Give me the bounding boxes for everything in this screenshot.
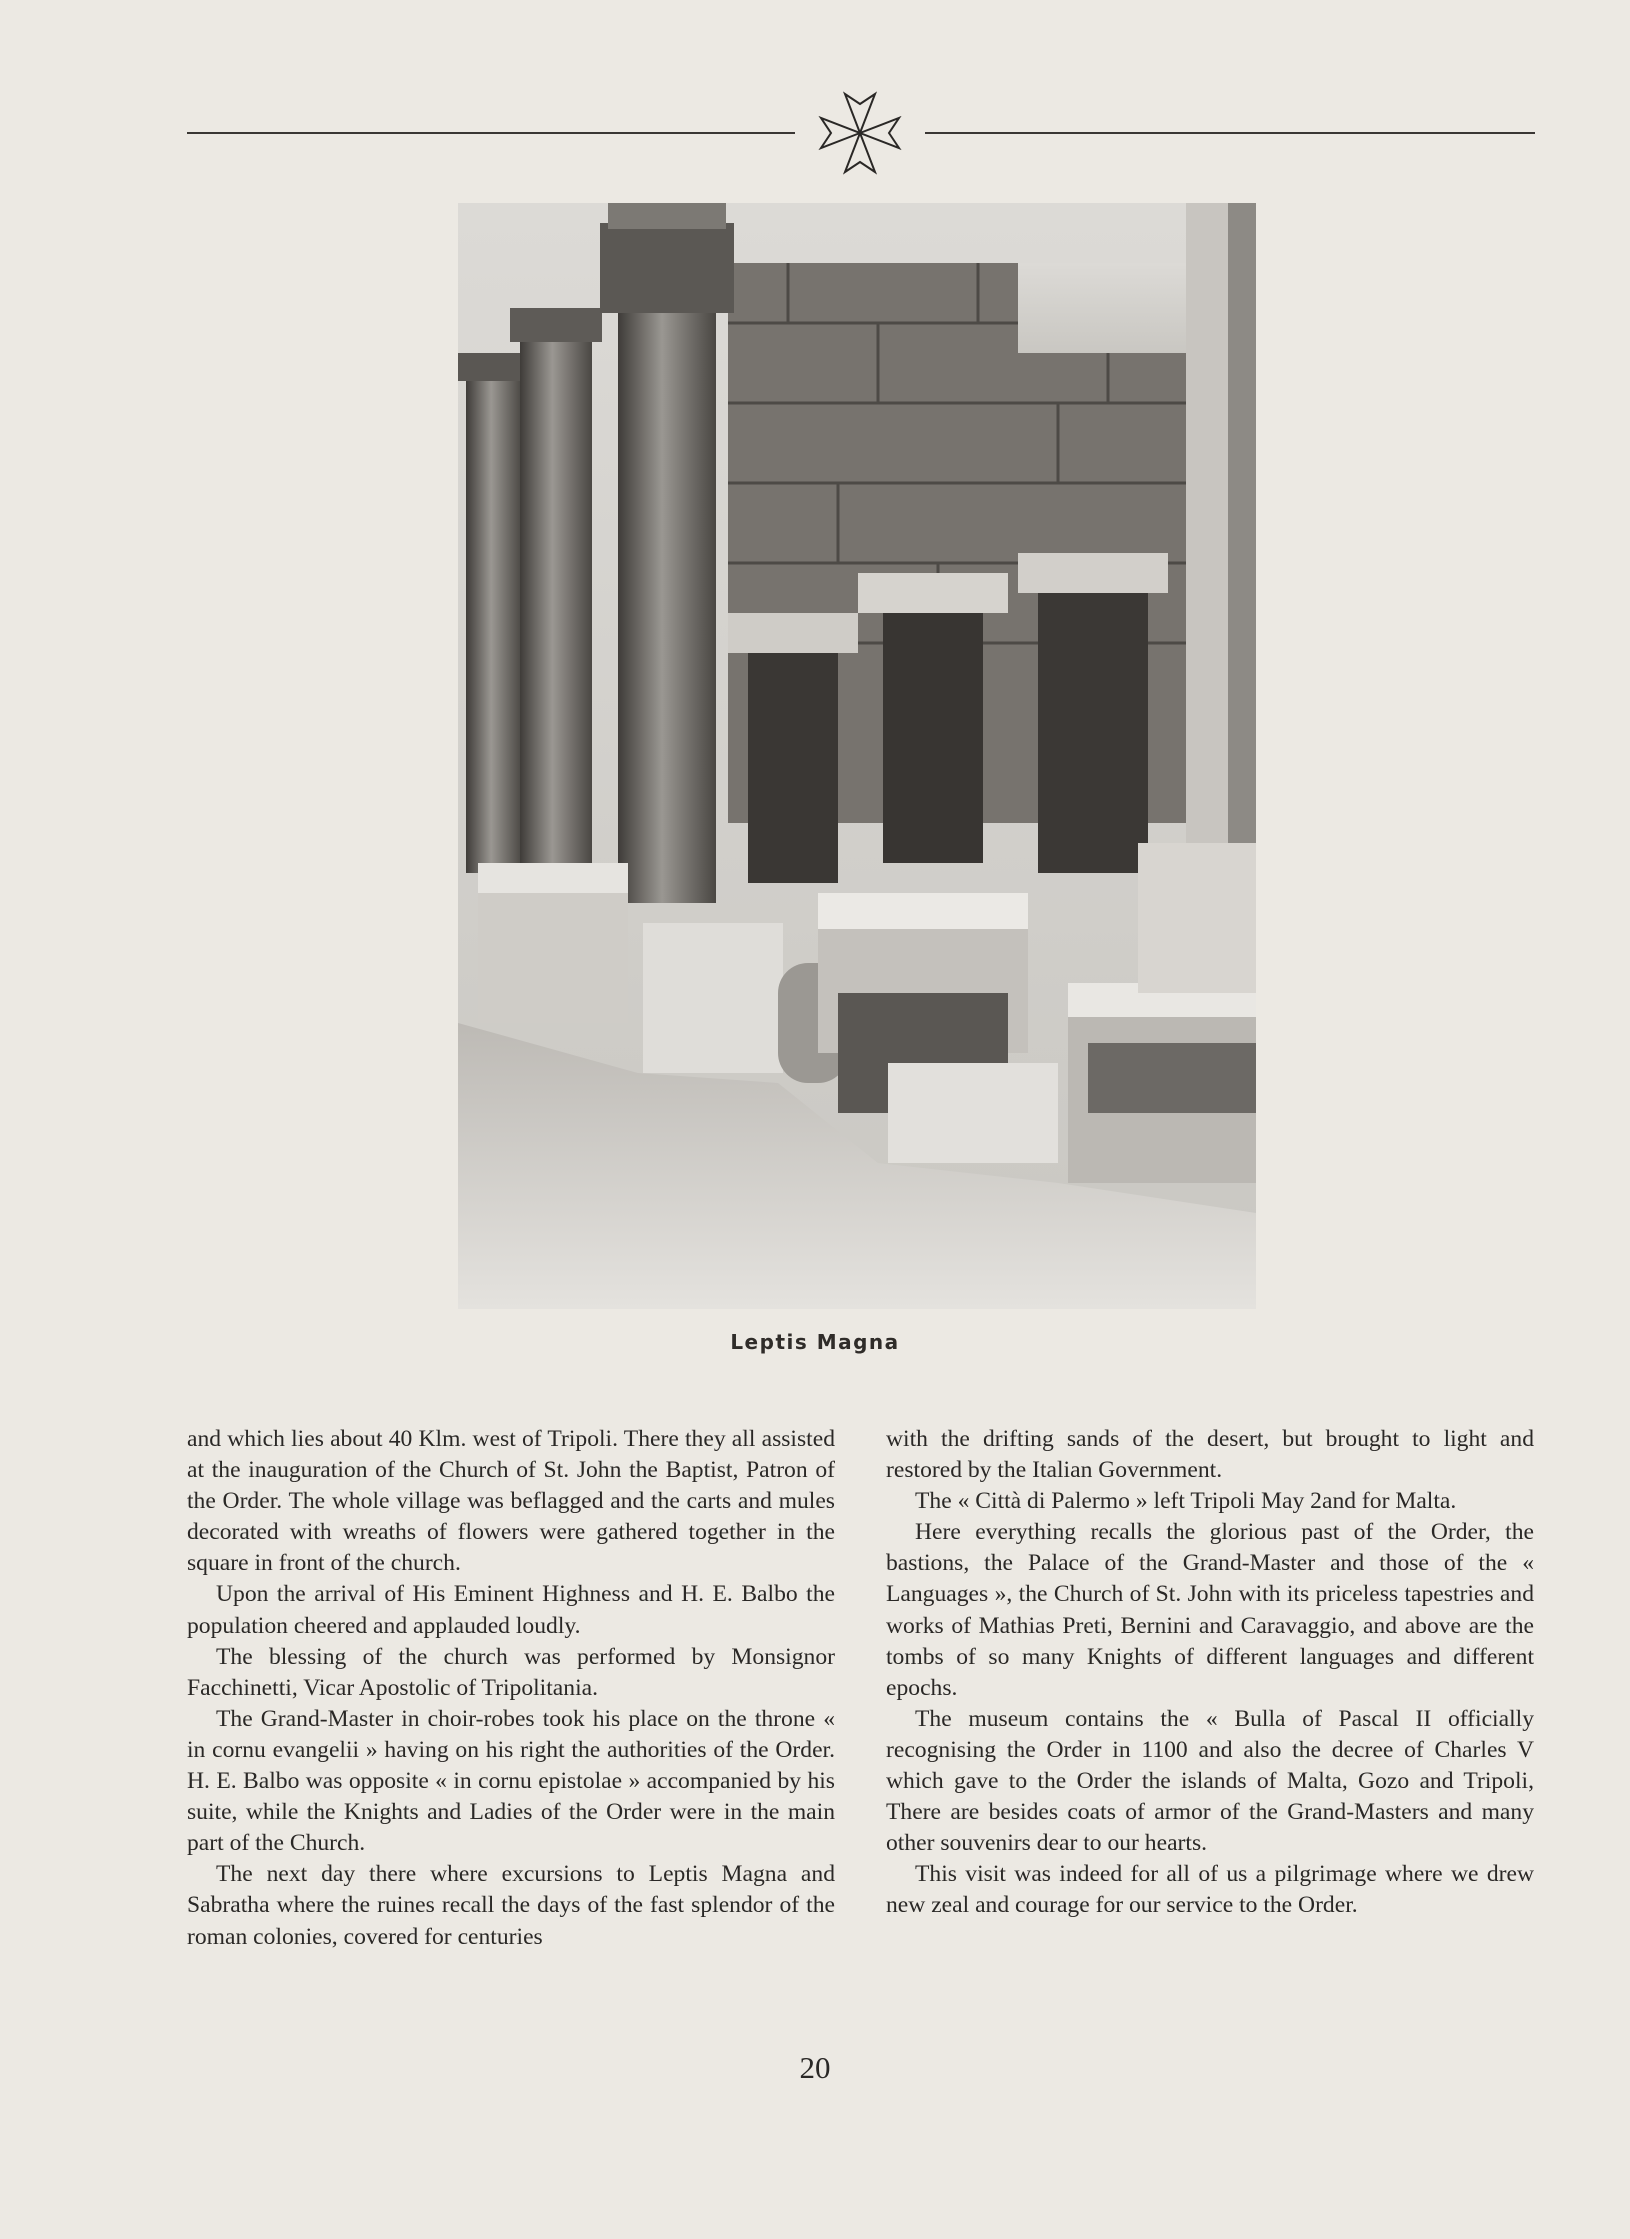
paragraph: The museum contains the « Bulla of Pascal II officially recognising the Order in 1100 and also the decree of Charles V which gave to the Order the islands of Malta, Gozo and Tripoli, There are besides coats of armor of the Grand-Masters and many other souvenirs dear to our hearts. <box>886 1705 1534 1857</box>
paragraph: Upon the arrival of His Eminent Highness and H. E. Balbo the population cheered and applauded loudly. <box>187 1581 835 1639</box>
header-rule-left <box>187 132 795 134</box>
paragraph: Here everything recalls the glorious past of the Order, the bastions, the Palace of the Grand-Master and those of the « Languages », the Church of St. John with its priceless tapestries and works of Mathias Preti, Bernini and Caravaggio, and above are the tombs of so many Knights of different languages and different epochs. <box>886 1519 1534 1701</box>
paragraph: The Grand-Master in choir-robes took his place on the throne « in cornu evangelii » having on his right the authorities of the Order. H. E. Balbo was opposite « in cornu epistolae » accompanied by his suite, while the Knights and Ladies of the Order were in the main part of the Church. <box>187 1705 835 1857</box>
paragraph: and which lies about 40 Klm. west of Tripoli. There they all assisted at the inauguration of the Church of St. John the Baptist, Patron of the Order. The whole village was beflagged and the carts and mules decorated with wreaths of flowers were gathered together in the square in front of the church. <box>187 1426 835 1577</box>
paragraph: The « Città di Palermo » left Tripoli May 2and for Malta. <box>915 1488 1457 1515</box>
text-column-right <box>886 1424 1534 1922</box>
paragraph: The blessing of the church was performed by Monsignor Facchinetti, Vicar Apostolic of Tripolitania. <box>187 1643 835 1701</box>
paragraph: The next day there where excursions to Leptis Magna and Sabratha where the ruines recall the days of the fast splendor of the roman colonies, covered for centuries <box>187 1861 835 1950</box>
leptis-magna-photo <box>458 203 1256 1309</box>
header-rule-right <box>925 132 1535 134</box>
photo-caption: Leptis Magna <box>730 1330 900 1354</box>
page-number: 20 <box>799 2050 831 2085</box>
maltese-cross-icon <box>815 88 905 178</box>
text-column-left <box>187 1424 835 1953</box>
paragraph: This visit was indeed for all of us a pilgrimage where we drew new zeal and courage for our service to the Order. <box>886 1861 1534 1919</box>
paragraph: with the drifting sands of the desert, but brought to light and restored by the Italian Government. <box>886 1426 1534 1484</box>
